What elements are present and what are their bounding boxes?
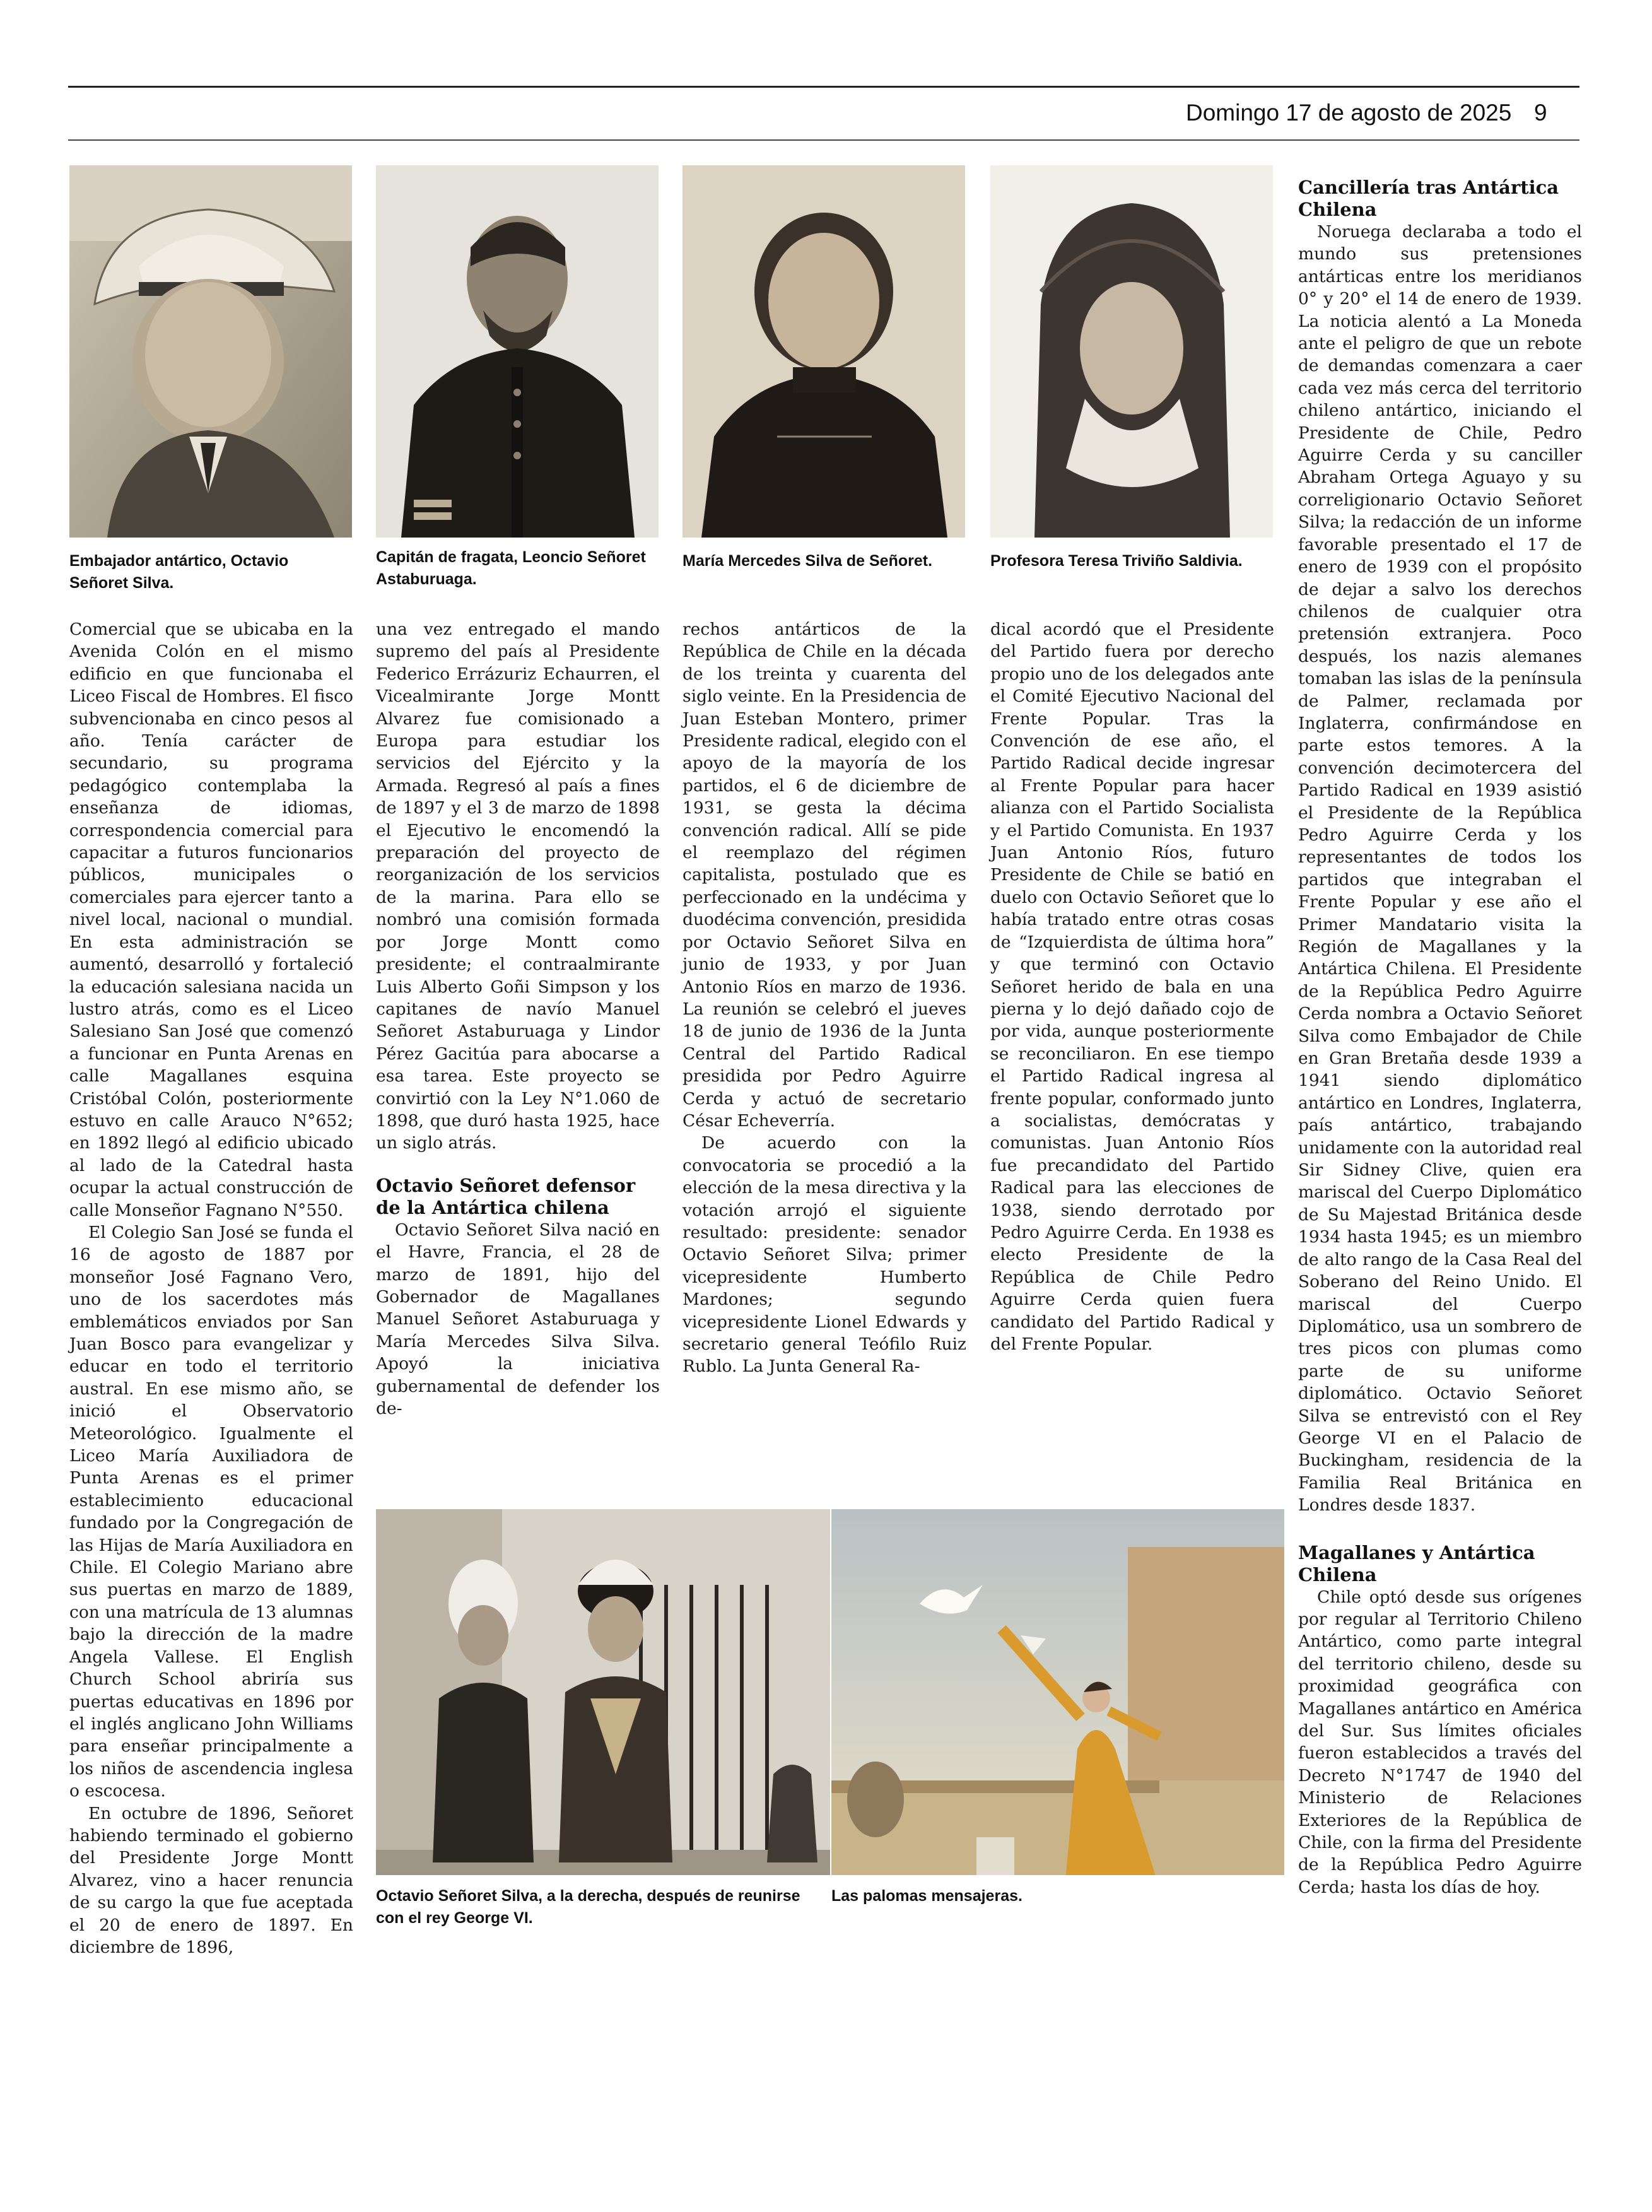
section-heading: Octavio Señoret defensor de la Antártica chilena (376, 1174, 636, 1218)
caption-leoncio-senoret: Capitán de fragata, Leoncio Señoret Astaburuaga. (376, 548, 646, 588)
paragraph: El Colegio San José se funda el 16 de agosto de 1887 por monseñor José Fagnano Vero, uno de los sacerdotes más emblemáticos enviados por San Juan Bosco para evangelizar y educar en todo el territorio austral. En ese mismo año, se inició el Observatorio Meteorológico. Igualmente el Liceo María Auxiliadora de Punta Arenas es el primer establecimiento educacional fundado por la Congregación de las Hijas de María Auxiliadora en Chile. El Colegio Mariano abre sus puertas en marzo de 1889, con una matrícula de 13 alumnas bajo la dirección de la madre Angela Vallese. El English Church School abriría sus puertas educativas en 1896 por el inglés anglicano John Williams para enseñar principalmente a los niños de ascendencia inglesa o escocesa. (69, 1222, 353, 1801)
issue-date: Domingo 17 de agosto de 2025 (1186, 100, 1512, 126)
photo-teresa-trivino (990, 165, 1273, 538)
article-column-5 (1298, 177, 1582, 1898)
paragraph: Chile optó desde sus orígenes por regular al Territorio Chileno Antártico, como parte integral del territorio chileno, desde su proximidad geográfica con Magallanes antártico en América del Sur. Sus límites oficiales fueron establecidos a través del Decreto N°1747 de 1940 del Ministerio de Relaciones Exteriores de la República de Chile, con la firma del Presidente de la República Pedro Aguirre Cerda; hasta los días de hoy. (1298, 1587, 1582, 1897)
article-column-4 (990, 618, 1274, 1355)
paragraph: rechos antárticos de la República de Chile en la década de los treinta y cuarenta del siglo veinte. En la Presidencia de Juan Esteban Montero, primer Presidente radical, elegido con el apoyo de la mayoría de los partidos, el 6 de diciembre de 1931, se gesta la décima convención radical. Allí se pide el reemplazo del régimen capitalista, postulado que es perfeccionado en la undécima y duodécima convención, presidida por Octavio Señoret Silva en junio de 1933, y por Juan Antonio Ríos en marzo de 1936. La reunión se celebró el jueves 18 de junio de 1936 de la Junta Central del Partido Radical presidida por Pedro Aguirre Cerda y actuó de secretario César Echeverría. (682, 620, 966, 1131)
top-rule (68, 86, 1579, 88)
page-number: 9 (1534, 100, 1547, 126)
paragraph: En octubre de 1896, Señoret habiendo terminado el gobierno del Presidente Jorge Montt Alvarez, vino a hacer renuncia de su cargo la que fue aceptada el 20 de enero de 1897. En diciembre de 1896, (69, 1803, 353, 1957)
photo-meeting-george-vi (376, 1509, 830, 1875)
photo-octavio-senoret (69, 165, 352, 538)
photo-palomas-mensajeras (831, 1509, 1284, 1875)
paragraph: una vez entregado el mando supremo del país al Presidente Federico Errázuriz Echaurren, el Vicealmirante Jorge Montt Alvarez fue comisionado a Europa para estudiar los servicios del Ejército y la Armada. Regresó al país a fines de 1897 y el 3 de marzo de 1898 el Ejecutivo le encomendó la preparación del proyecto de reorganización de los servicios de la marina. Para ello se nombró una comisión formada por Jorge Montt como presidente; el contraalmirante Luis Alberto Goñi Simpson y los capitanes de navío Manuel Señoret Astaburuaga y Lindor Pérez Gacitúa para abocarse a esa tarea. Este proyecto se convirtió con la Ley N°1.060 de 1898, que duró hasta 1925, hace un siglo atrás. (376, 620, 660, 1153)
caption-octavio-senoret: Embajador antártico, Octavio Señoret Silva. (69, 552, 289, 592)
paragraph: Noruega declaraba a todo el mundo sus pretensiones antárticas entre los meridianos 0° y 20° el 14 de enero de 1939. La noticia alentó a La Moneda ante el peligro de que un rebote de demandas comenzara a caer cada vez más cerca del territorio chileno antártico, iniciando el Presidente de Chile, Pedro Aguirre Cerda y su canciller Abraham Ortega Aguayo y su correligionario Octavio Señoret Silva; la redacción de un informe favorable presentado el 17 de enero de 1939 con el propósito de dejar a salvo los derechos chilenos de cualquier otra pretensión extranjera. Poco después, los nazis alemanes tomaban las islas de la península de Palmer, reclamada por Inglaterra, confirmándose en parte estos temores. A la convención decimotercera del Partido Radical en 1939 asistió el Presidente de la República Pedro Aguirre Cerda y los representantes de todos los partidos que integraban el Frente Popular y ese año el Primer Mandatario visita la Región de Magallanes y la Antártica Chilena. El Presidente de la República Pedro Aguirre Cerda nombra a Octavio Señoret Silva como Embajador de Chile en Gran Bretaña desde 1939 a 1941 siendo diplomático antártico en Londres, Inglaterra, país antártico, trabajando unidamente con la autoridad real Sir Sidney Clive, quien era mariscal del Cuerpo Diplomático de Su Majestad Británica desde 1934 hasta 1945; es un miembro de alto rango de la Casa Real del Soberano del Reino Unido. El mariscal del Cuerpo Diplomático, usa un sombrero de tres picos con plumas como parte de su uniforme diplomático. Octavio Señoret Silva se entrevistó con el Rey George VI en el Palacio de Buckingham, residencia de la Familia Real Británica en Londres desde 1837. (1298, 222, 1582, 1515)
paragraph: Octavio Señoret Silva nació en el Havre, Francia, el 28 de marzo de 1891, hijo del Gobernador de Magallanes Manuel Señoret Astaburuaga y María Mercedes Silva Silva. Apoyó la iniciativa gubernamental de defender los de- (376, 1220, 660, 1418)
header-rule (68, 139, 1579, 141)
photo-maria-mercedes (682, 165, 965, 538)
caption-palomas-mensajeras: Las palomas mensajeras. (831, 1887, 1022, 1905)
section-heading: Magallanes y Antártica Chilena (1298, 1541, 1535, 1585)
section-heading: Cancillería tras Antártica Chilena (1298, 177, 1559, 220)
photo-leoncio-senoret (376, 165, 659, 538)
paragraph: Comercial que se ubicaba en la Avenida Colón en el mismo edificio en que funcionaba el Liceo Fiscal de Hombres. El fisco subvencionaba en cinco pesos al año. Tenía carácter de secundario, su programa pedagógico contemplaba la enseñanza de idiomas, correspondencia comercial para capacitar a futuros funcionarios públicos, municipales o comerciales para ejercer tanto a nivel local, nacional o mundial. En esta administración se aumentó, desarrolló y fortaleció la educación salesiana nacida un lustro atrás, como es el Liceo Salesiano San José que comenzó a funcionar en Punta Arenas en calle Magallanes esquina Cristóbal Colón, posteriormente estuvo en calle Arauco N°652; en 1892 llegó al edificio ubicado al lado de la Catedral hasta ocupar la actual construcción de calle Monseñor Fagnano N°550. (69, 620, 353, 1220)
caption-teresa-trivino: Profesora Teresa Triviño Saldivia. (990, 552, 1243, 570)
article-column-1 (69, 618, 353, 1958)
caption-maria-mercedes: María Mercedes Silva de Señoret. (682, 552, 933, 570)
article-column-3 (682, 618, 966, 1378)
paragraph: De acuerdo con la convocatoria se procedió a la elección de la mesa directiva y la votación arrojó el siguiente resultado: presidente: senador Octavio Señoret Silva; primer vicepresidente Humberto Mardones; segundo vicepresidente Lionel Edwards y secretario general Teófilo Ruiz Rublo. La Junta General Ra- (682, 1133, 966, 1377)
paragraph: dical acordó que el Presidente del Partido fuera por derecho propio uno de los delegados ante el Comité Ejecutivo Nacional del Frente Popular. Tras la Convención de ese año, el Partido Radical decide ingresar al Frente Popular para hacer alianza con el Partido Socialista y el Partido Comunista. En 1937 Juan Antonio Ríos, futuro Presidente de Chile se batió en duelo con Octavio Señoret que lo había tratado entre otras cosas de “Izquierdista de última hora” y que terminó con Octavio Señoret herido de bala en una pierna y lo dejó dañado cojo de por vida, aunque posteriormente se reconciliaron. En ese tiempo el Partido Radical ingresa al frente popular, conformado junto a socialistas, demócratas y comunistas. Juan Antonio Ríos fue precandidato del Partido Radical para las elecciones de 1938, siendo derrotado por Pedro Aguirre Cerda. En 1938 es electo Presidente de la República de Chile Pedro Aguirre Cerda quien fuera candidato del Partido Radical y del Frente Popular. (990, 620, 1274, 1354)
caption-meeting-george-vi: Octavio Señoret Silva, a la derecha, después de reunirse con el rey George VI. (376, 1887, 800, 1927)
article-column-2 (376, 618, 660, 1420)
